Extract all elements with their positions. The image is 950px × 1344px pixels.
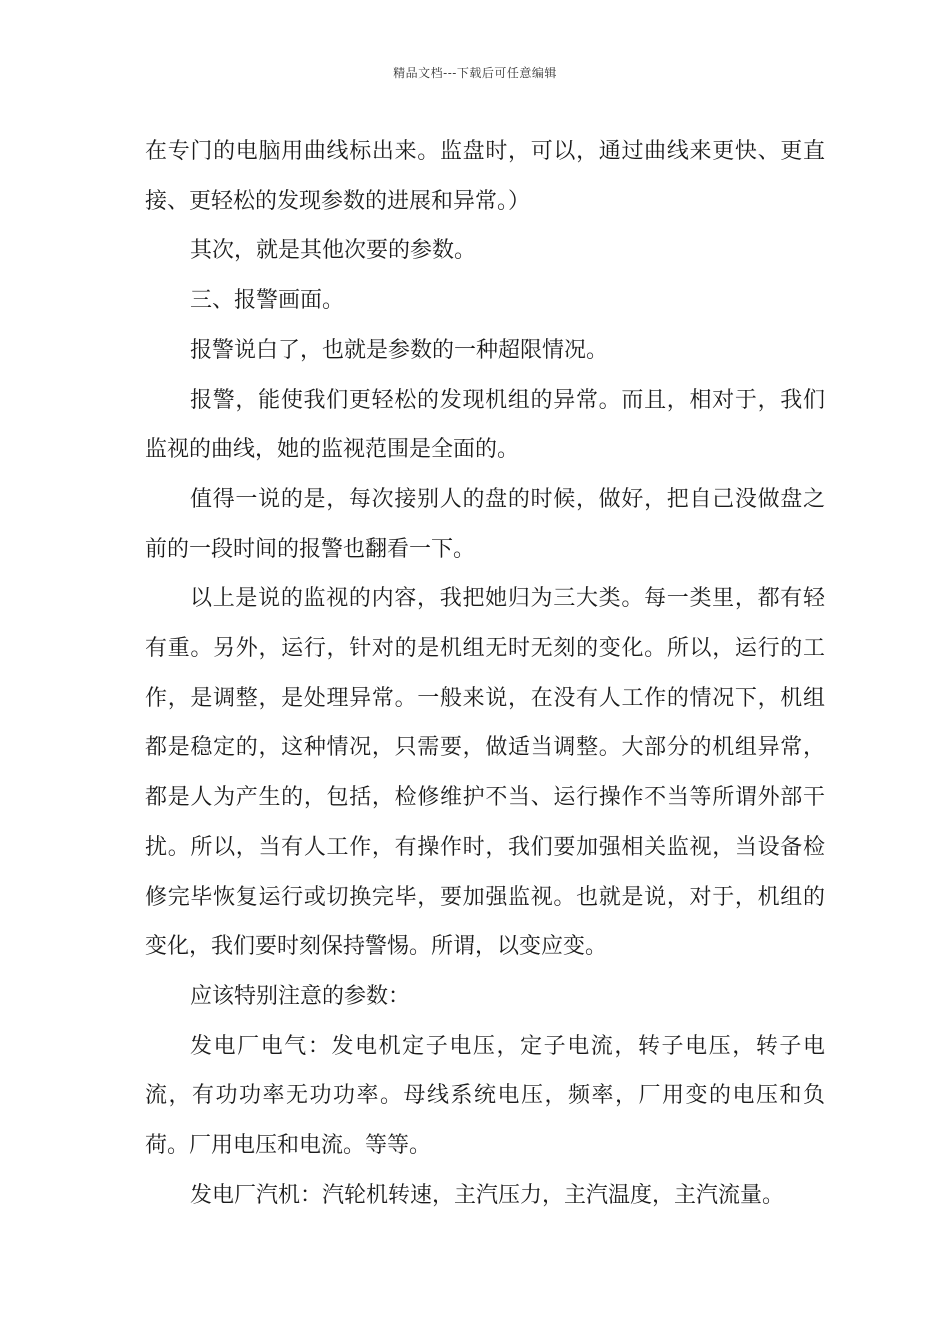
paragraph-electrical-params: 发电厂电气：发电机定子电压，定子电流，转子电压，转子电流，有功功率无功功率。母线系统电压，频率，厂用变的电压和负荷。厂用电压和电流。等等。 [145, 1033, 825, 1159]
paragraph-continued: 在专门的电脑用曲线标出来。监盘时，可以，通过曲线来更快、更直接、更轻松的发现参数的进展和异常。） [145, 139, 825, 214]
paragraph-alarm-benefit: 报警，能使我们更轻松的发现机组的异常。而且，相对于，我们监视的曲线，她的监视范围是全面的。 [145, 387, 825, 463]
paragraph-summary: 以上是说的监视的内容，我把她归为三大类。每一类里，都有轻有重。另外，运行，针对的是机组无时无刻的变化。所以，运行的工作，是调整，是处理异常。一般来说，在没有人工作的情况下，机组都是稳定的，这种情况，只需要，做适当调整。大部分的机组异常，都是人为产生的，包括，检修维护不当、运行操作不当等所谓外部干扰。所以，当有人工作，有操作时，我们要加强相关监视，当设备检修完毕恢复运行或切换完毕，要加强监视。也就是说，对于，机组的变化，我们要时刻保持警惕。所谓，以变应变。 [145, 586, 825, 960]
paragraph-turbine-params: 发电厂汽机：汽轮机转速，主汽压力，主汽温度，主汽流量。 [190, 1182, 785, 1208]
section-heading-alarm-screen: 三、报警画面。 [190, 288, 345, 314]
page-header: 精品文档---下载后可任意编辑 [393, 66, 557, 80]
paragraph-secondary-params: 其次，就是其他次要的参数。 [190, 238, 477, 264]
paragraph-shift-handover: 值得一说的是，每次接别人的盘的时候，做好，把自己没做盘之前的一段时间的报警也翻看一下。 [145, 486, 825, 562]
paragraph-alarm-definition: 报警说白了，也就是参数的一种超限情况。 [190, 337, 609, 363]
document-body [145, 127, 825, 1220]
paragraph-key-params-heading: 应该特别注意的参数： [190, 983, 411, 1009]
